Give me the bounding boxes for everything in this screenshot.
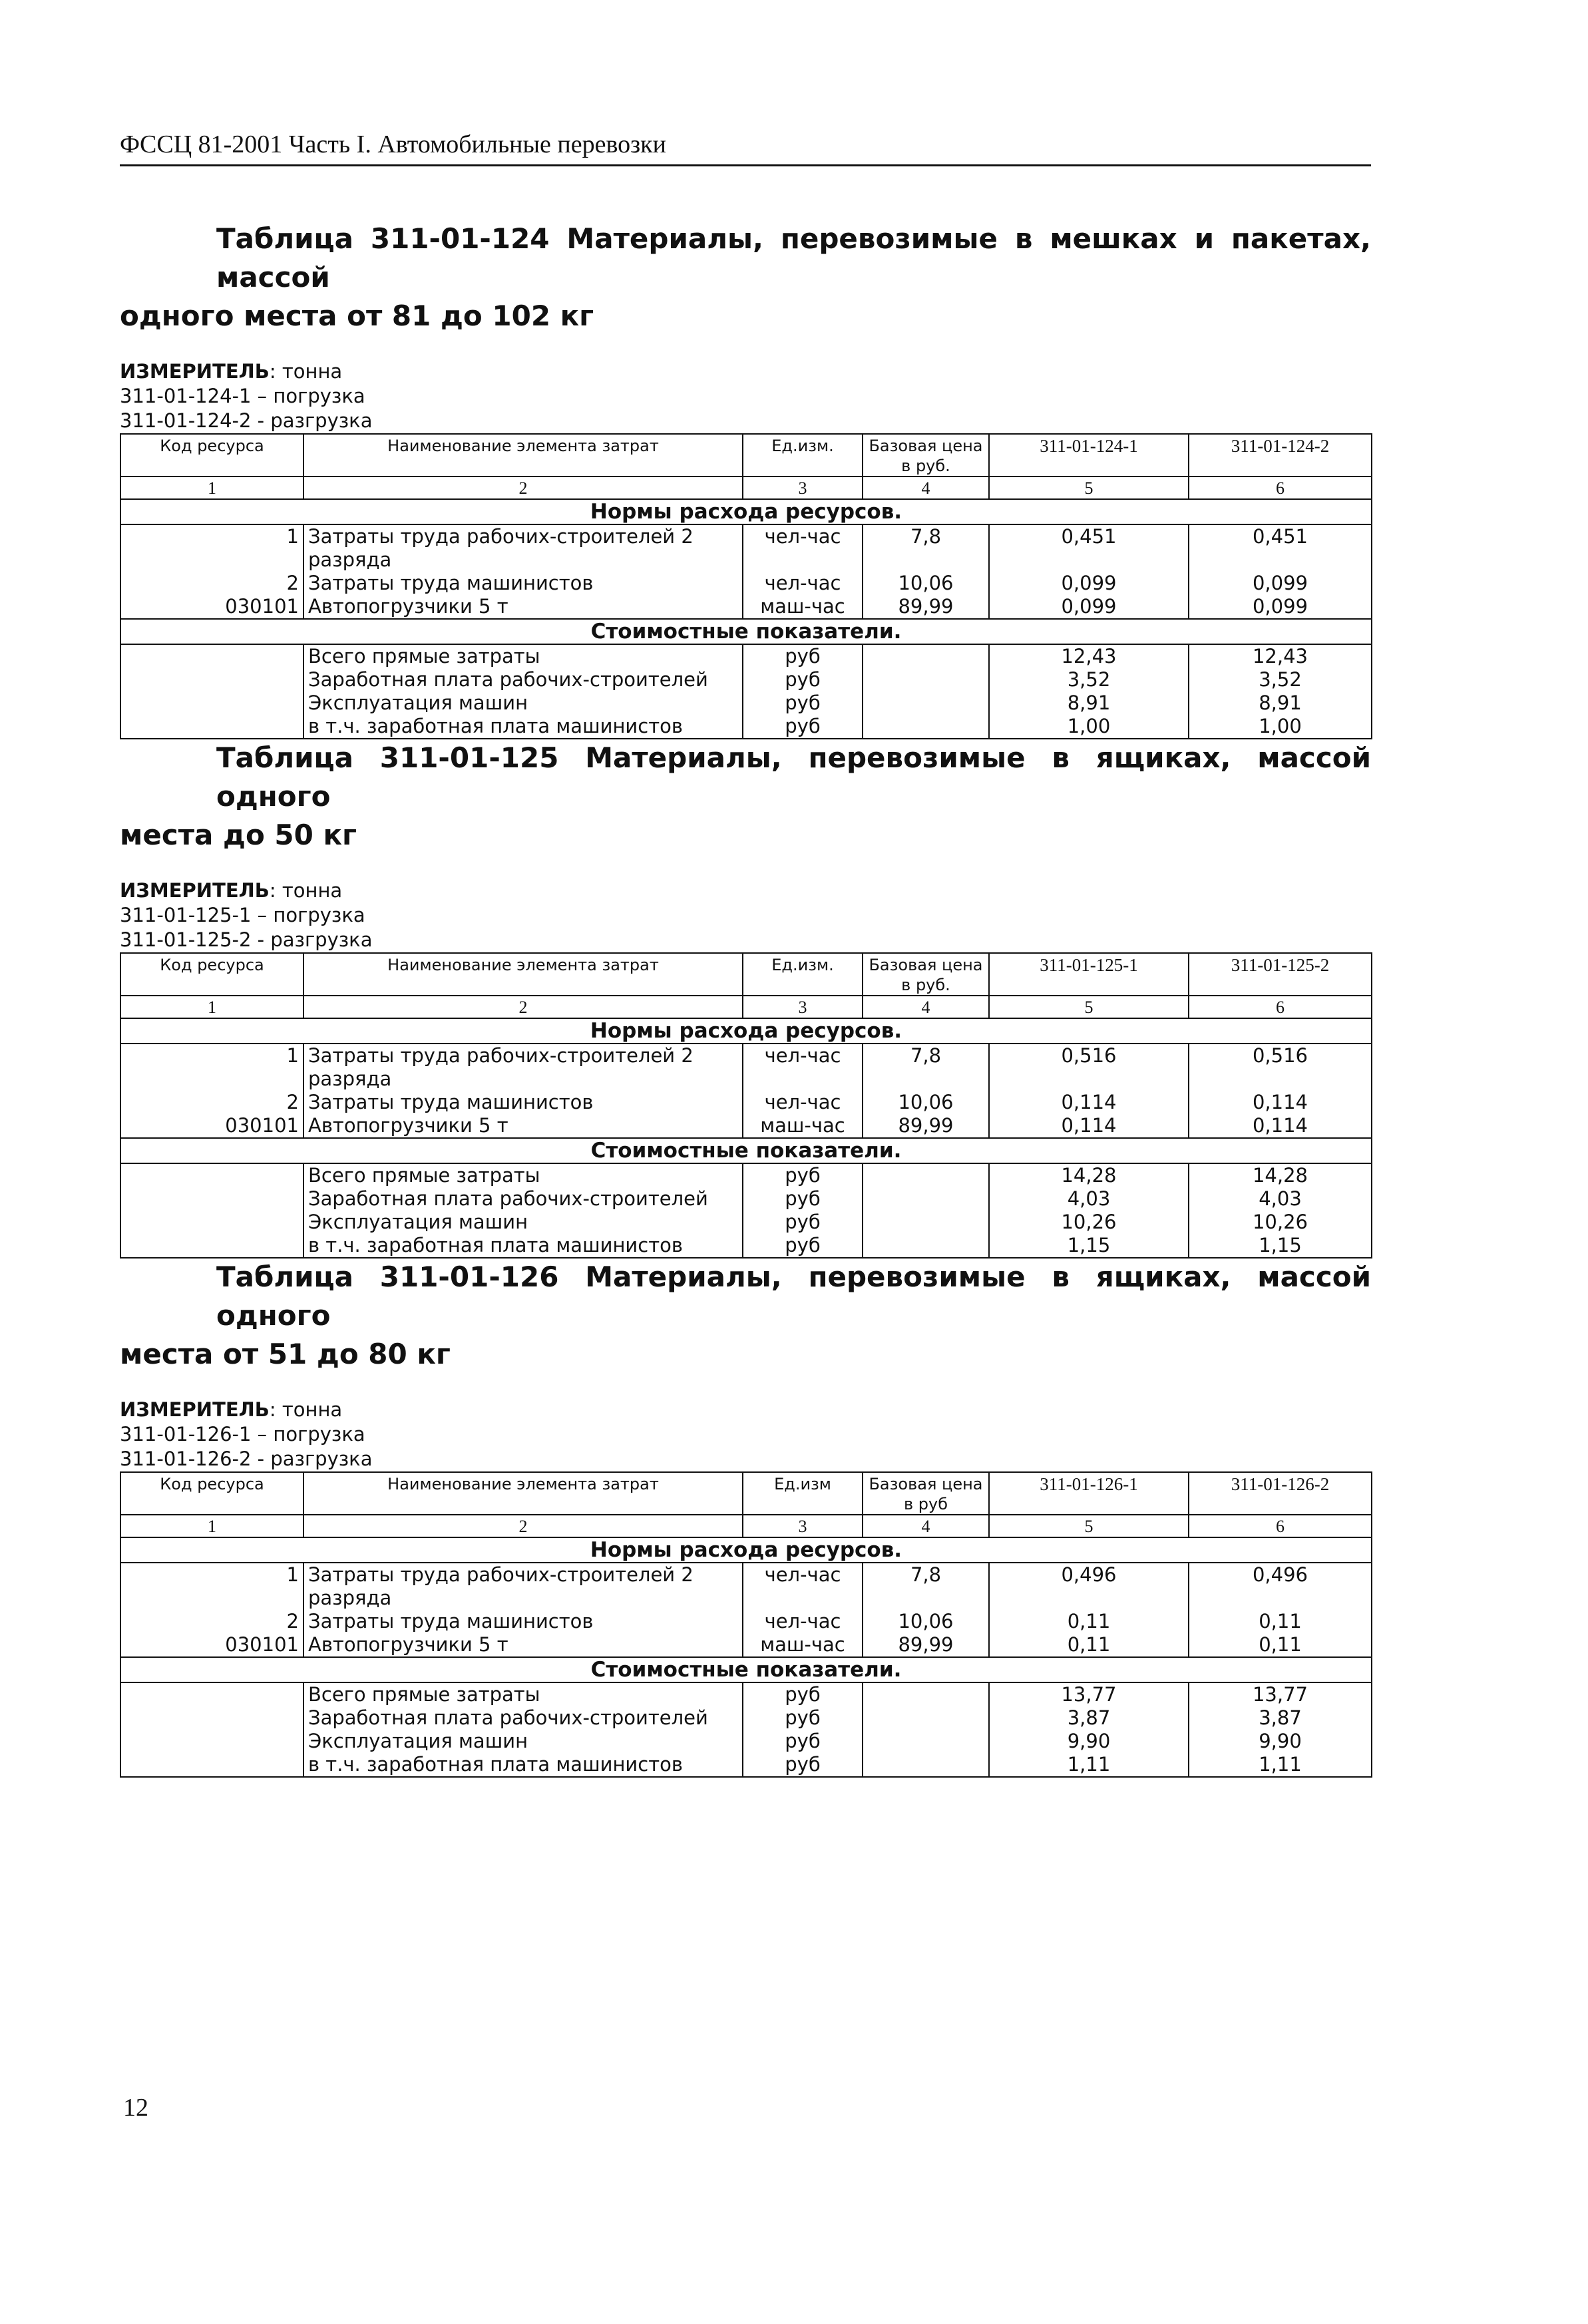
cost-value-2: 8,91 (1189, 691, 1372, 715)
table-row (120, 572, 1372, 595)
resource-code: 2 (120, 1091, 303, 1114)
col-unit-header: Ед.изм. (743, 953, 863, 996)
col-norm1-header: 311-01-126-1 (989, 1472, 1189, 1515)
resource-unit: чел-час (743, 572, 863, 595)
resource-price: 10,06 (863, 1091, 989, 1114)
cost-value-2: 3,87 (1189, 1706, 1372, 1730)
cost-name: Заработная плата рабочих-строителей (303, 1706, 743, 1730)
col-price-header: Базовая цена в руб. (863, 953, 989, 996)
cost-value-2: 1,15 (1189, 1234, 1372, 1258)
col-name-header: Наименование элемента затрат (303, 1472, 743, 1515)
empty-cell (863, 1730, 989, 1753)
cost-value-2: 1,11 (1189, 1753, 1372, 1777)
table-row (120, 1114, 1372, 1138)
column-number: 2 (303, 996, 743, 1018)
section-row (120, 1138, 1372, 1163)
measure-value: : тонна (269, 879, 343, 902)
col-norm2-header: 311-01-125-2 (1189, 953, 1372, 996)
cost-unit: руб (743, 1753, 863, 1777)
table-row (120, 1633, 1372, 1657)
resource-unit: чел-час (743, 1091, 863, 1114)
operation-loading: 311-01-125-1 – погрузка (120, 904, 365, 926)
empty-cell (863, 668, 989, 691)
column-number-row (120, 477, 1372, 499)
resource-price: 89,99 (863, 1633, 989, 1657)
table-row (120, 1044, 1372, 1091)
cost-unit: руб (743, 1706, 863, 1730)
norm-value-2: 0,114 (1189, 1114, 1372, 1138)
col-unit-header: Ед.изм. (743, 434, 863, 477)
cost-value-2: 3,52 (1189, 668, 1372, 691)
table-row (120, 524, 1372, 572)
empty-cell (863, 1211, 989, 1234)
norm-value-1: 0,114 (989, 1091, 1189, 1114)
resource-name: Автопогрузчики 5 т (303, 1114, 743, 1138)
col-norm2-header: 311-01-124-2 (1189, 434, 1372, 477)
col-code-header: Код ресурса (120, 434, 303, 477)
resource-unit: чел-час (743, 1044, 863, 1091)
measure-label: ИЗМЕРИТЕЛЬ (120, 879, 270, 902)
col-price-header: Базовая цена в руб (863, 1472, 989, 1515)
cost-name: Эксплуатация машин (303, 691, 743, 715)
cost-value-1: 12,43 (989, 644, 1189, 668)
cost-unit: руб (743, 1211, 863, 1234)
empty-cell (120, 715, 303, 739)
cost-value-1: 3,52 (989, 668, 1189, 691)
col-code-header: Код ресурса (120, 953, 303, 996)
running-header: ФССЦ 81-2001 Часть I. Автомобильные перевозки (120, 130, 1371, 166)
operation-loading: 311-01-124-1 – погрузка (120, 385, 365, 407)
resource-code: 030101 (120, 595, 303, 619)
empty-cell (120, 1187, 303, 1211)
empty-cell (863, 1187, 989, 1211)
cost-value-1: 10,26 (989, 1211, 1189, 1234)
table-row (120, 1706, 1372, 1730)
col-price-header: Базовая цена в руб. (863, 434, 989, 477)
section-norms: Нормы расхода ресурсов. (120, 1018, 1372, 1044)
resource-name: Затраты труда рабочих-строителей 2 разряда (303, 1044, 743, 1091)
table-title (120, 739, 1371, 855)
table-row (120, 1163, 1372, 1187)
column-number: 2 (303, 477, 743, 499)
table-title-line1: Таблица 311-01-125 Материалы, перевозимые в ящиках, массой одного (216, 741, 1371, 813)
resource-price: 10,06 (863, 1610, 989, 1633)
table-title (120, 1258, 1371, 1374)
column-number: 3 (743, 477, 863, 499)
section-row (120, 499, 1372, 524)
cost-value-2: 9,90 (1189, 1730, 1372, 1753)
resource-unit: маш-час (743, 1633, 863, 1657)
resource-code: 1 (120, 524, 303, 572)
resource-name: Затраты труда рабочих-строителей 2 разряда (303, 524, 743, 572)
cost-unit: руб (743, 1730, 863, 1753)
column-number-row (120, 1515, 1372, 1537)
col-unit-header: Ед.изм (743, 1472, 863, 1515)
header-row (120, 953, 1372, 996)
column-number: 6 (1189, 996, 1372, 1018)
cost-value-1: 13,77 (989, 1682, 1189, 1706)
column-number: 5 (989, 996, 1189, 1018)
cost-name: Всего прямые затраты (303, 644, 743, 668)
resource-code: 1 (120, 1044, 303, 1091)
header-row (120, 434, 1372, 477)
empty-cell (863, 1753, 989, 1777)
table-title-line1: Таблица 311-01-124 Материалы, перевозимые в мешках и пакетах, массой (216, 222, 1371, 293)
empty-cell (120, 1234, 303, 1258)
section-norms: Нормы расхода ресурсов. (120, 499, 1372, 524)
measure-unit (120, 1398, 1371, 1422)
cost-value-1: 1,15 (989, 1234, 1189, 1258)
resource-price: 7,8 (863, 1044, 989, 1091)
table-title-line2: места до 50 кг (120, 819, 357, 851)
resource-code: 2 (120, 1610, 303, 1633)
cost-value-2: 12,43 (1189, 644, 1372, 668)
table-title (120, 220, 1371, 335)
norm-value-2: 0,451 (1189, 524, 1372, 572)
section-row (120, 619, 1372, 644)
cost-value-1: 9,90 (989, 1730, 1189, 1753)
table-title-line1: Таблица 311-01-126 Материалы, перевозимые в ящиках, массой одного (216, 1260, 1371, 1332)
norms-table (120, 433, 1372, 739)
cost-value-2: 14,28 (1189, 1163, 1372, 1187)
cost-name: в т.ч. заработная плата машинистов (303, 715, 743, 739)
section-costs: Стоимостные показатели. (120, 1138, 1372, 1163)
resource-code: 1 (120, 1563, 303, 1610)
norm-value-1: 0,11 (989, 1610, 1189, 1633)
cost-value-1: 1,00 (989, 715, 1189, 739)
column-number: 6 (1189, 477, 1372, 499)
resource-name: Затраты труда машинистов (303, 1610, 743, 1633)
norm-value-2: 0,099 (1189, 572, 1372, 595)
col-norm1-header: 311-01-125-1 (989, 953, 1189, 996)
column-number: 5 (989, 1515, 1189, 1537)
resource-name: Автопогрузчики 5 т (303, 595, 743, 619)
table-row (120, 1610, 1372, 1633)
norm-table-block (120, 1258, 1371, 1778)
table-row (120, 1682, 1372, 1706)
empty-cell (863, 1234, 989, 1258)
norms-table (120, 952, 1372, 1259)
section-row (120, 1537, 1372, 1563)
resource-code: 030101 (120, 1633, 303, 1657)
norm-value-2: 0,114 (1189, 1091, 1372, 1114)
operation-unloading: 311-01-126-2 - разгрузка (120, 1448, 373, 1470)
measure-label: ИЗМЕРИТЕЛЬ (120, 1398, 270, 1421)
cost-name: в т.ч. заработная плата машинистов (303, 1753, 743, 1777)
measure-value: : тонна (269, 360, 343, 383)
column-number: 4 (863, 996, 989, 1018)
table-row (120, 1091, 1372, 1114)
table-row (120, 1211, 1372, 1234)
cost-value-1: 4,03 (989, 1187, 1189, 1211)
cost-value-1: 8,91 (989, 691, 1189, 715)
empty-cell (863, 691, 989, 715)
column-number: 1 (120, 996, 303, 1018)
cost-unit: руб (743, 668, 863, 691)
cost-value-2: 13,77 (1189, 1682, 1372, 1706)
resource-unit: чел-час (743, 1610, 863, 1633)
section-row (120, 1018, 1372, 1044)
norm-table-block (120, 739, 1371, 1259)
norm-value-1: 0,451 (989, 524, 1189, 572)
table-row (120, 715, 1372, 739)
resource-unit: чел-час (743, 524, 863, 572)
norm-value-1: 0,099 (989, 572, 1189, 595)
cost-value-2: 10,26 (1189, 1211, 1372, 1234)
table-row (120, 1730, 1372, 1753)
resource-name: Затраты труда машинистов (303, 572, 743, 595)
resource-unit: маш-час (743, 595, 863, 619)
empty-cell (120, 644, 303, 668)
cost-name: Всего прямые затраты (303, 1163, 743, 1187)
measure-unit (120, 359, 1371, 384)
column-number: 1 (120, 477, 303, 499)
empty-cell (120, 1211, 303, 1234)
cost-value-2: 1,00 (1189, 715, 1372, 739)
cost-name: Заработная плата рабочих-строителей (303, 1187, 743, 1211)
column-number: 3 (743, 996, 863, 1018)
cost-name: в т.ч. заработная плата машинистов (303, 1234, 743, 1258)
empty-cell (120, 668, 303, 691)
table-row (120, 668, 1372, 691)
norm-value-1: 0,496 (989, 1563, 1189, 1610)
empty-cell (120, 1163, 303, 1187)
section-costs: Стоимостные показатели. (120, 619, 1372, 644)
col-name-header: Наименование элемента затрат (303, 953, 743, 996)
norm-value-1: 0,099 (989, 595, 1189, 619)
empty-cell (863, 644, 989, 668)
column-number: 3 (743, 1515, 863, 1537)
resource-name: Затраты труда машинистов (303, 1091, 743, 1114)
section-costs: Стоимостные показатели. (120, 1657, 1372, 1682)
norm-value-2: 0,496 (1189, 1563, 1372, 1610)
cost-value-2: 4,03 (1189, 1187, 1372, 1211)
cost-value-1: 3,87 (989, 1706, 1189, 1730)
operation-unloading: 311-01-125-2 - разгрузка (120, 928, 373, 951)
table-row (120, 644, 1372, 668)
resource-price: 7,8 (863, 524, 989, 572)
norm-value-1: 0,516 (989, 1044, 1189, 1091)
resource-name: Затраты труда рабочих-строителей 2 разряда (303, 1563, 743, 1610)
cost-unit: руб (743, 1234, 863, 1258)
empty-cell (120, 691, 303, 715)
empty-cell (863, 1706, 989, 1730)
cost-unit: руб (743, 1682, 863, 1706)
table-row (120, 691, 1372, 715)
cost-name: Заработная плата рабочих-строителей (303, 668, 743, 691)
section-norms: Нормы расхода ресурсов. (120, 1537, 1372, 1563)
resource-code: 2 (120, 572, 303, 595)
resource-price: 89,99 (863, 595, 989, 619)
table-row (120, 1234, 1372, 1258)
resource-code: 030101 (120, 1114, 303, 1138)
empty-cell (120, 1753, 303, 1777)
cost-unit: руб (743, 715, 863, 739)
empty-cell (863, 1682, 989, 1706)
col-norm1-header: 311-01-124-1 (989, 434, 1189, 477)
norm-value-1: 0,11 (989, 1633, 1189, 1657)
table-row (120, 1753, 1372, 1777)
table-row (120, 1187, 1372, 1211)
resource-price: 7,8 (863, 1563, 989, 1610)
cost-value-1: 14,28 (989, 1163, 1189, 1187)
col-norm2-header: 311-01-126-2 (1189, 1472, 1372, 1515)
resource-unit: маш-час (743, 1114, 863, 1138)
norms-table (120, 1471, 1372, 1778)
column-number: 2 (303, 1515, 743, 1537)
cost-unit: руб (743, 1187, 863, 1211)
resource-price: 10,06 (863, 572, 989, 595)
empty-cell (863, 1163, 989, 1187)
operation-loading: 311-01-126-1 – погрузка (120, 1423, 365, 1446)
resource-price: 89,99 (863, 1114, 989, 1138)
norm-value-1: 0,114 (989, 1114, 1189, 1138)
empty-cell (120, 1706, 303, 1730)
col-code-header: Код ресурса (120, 1472, 303, 1515)
cost-name: Эксплуатация машин (303, 1730, 743, 1753)
empty-cell (120, 1682, 303, 1706)
cost-value-1: 1,11 (989, 1753, 1189, 1777)
measure-value: : тонна (269, 1398, 343, 1421)
measure-unit (120, 878, 1371, 903)
cost-unit: руб (743, 1163, 863, 1187)
norm-value-2: 0,11 (1189, 1610, 1372, 1633)
column-number: 6 (1189, 1515, 1372, 1537)
table-title-line2: одного места от 81 до 102 кг (120, 299, 594, 332)
cost-unit: руб (743, 691, 863, 715)
cost-name: Эксплуатация машин (303, 1211, 743, 1234)
resource-name: Автопогрузчики 5 т (303, 1633, 743, 1657)
column-number: 4 (863, 477, 989, 499)
column-number: 5 (989, 477, 1189, 499)
col-name-header: Наименование элемента затрат (303, 434, 743, 477)
section-row (120, 1657, 1372, 1682)
norm-table-block (120, 220, 1371, 739)
table-row (120, 1563, 1372, 1610)
resource-unit: чел-час (743, 1563, 863, 1610)
table-row (120, 595, 1372, 619)
norm-value-2: 0,099 (1189, 595, 1372, 619)
empty-cell (863, 715, 989, 739)
operation-unloading: 311-01-124-2 - разгрузка (120, 409, 373, 432)
cost-unit: руб (743, 644, 863, 668)
empty-cell (120, 1730, 303, 1753)
column-number: 4 (863, 1515, 989, 1537)
cost-name: Всего прямые затраты (303, 1682, 743, 1706)
norm-value-2: 0,11 (1189, 1633, 1372, 1657)
table-title-line2: места от 51 до 80 кг (120, 1338, 451, 1370)
column-number: 1 (120, 1515, 303, 1537)
header-row (120, 1472, 1372, 1515)
measure-label: ИЗМЕРИТЕЛЬ (120, 360, 270, 383)
page-number: 12 (123, 2094, 148, 2122)
norm-value-2: 0,516 (1189, 1044, 1372, 1091)
column-number-row (120, 996, 1372, 1018)
